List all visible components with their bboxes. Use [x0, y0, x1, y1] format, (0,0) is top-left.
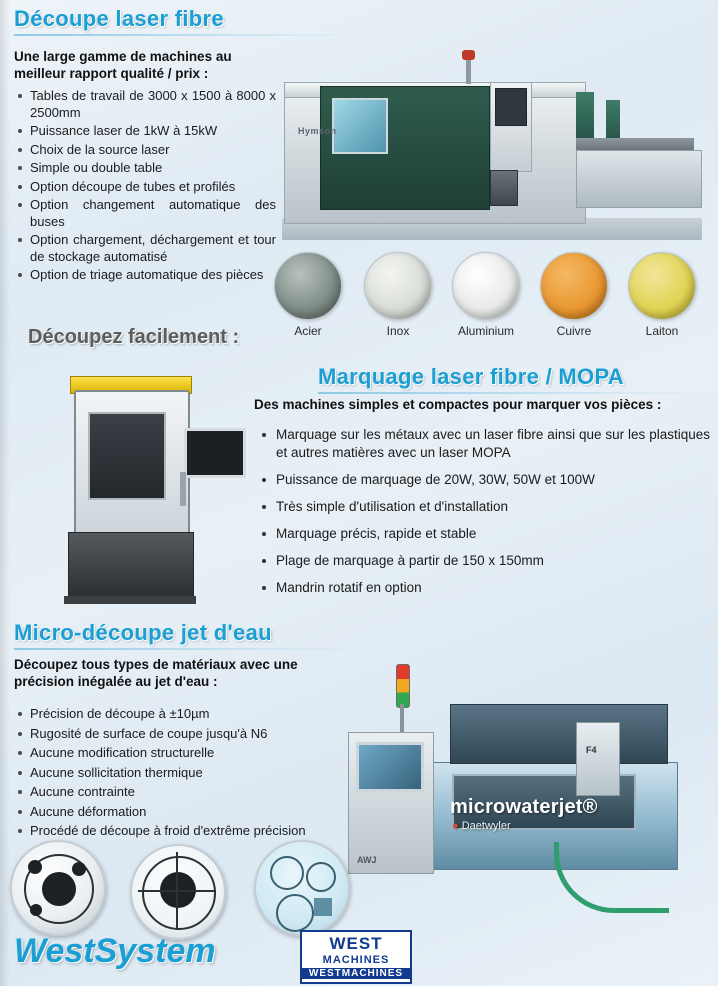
section-marquage-title: Marquage laser fibre / MOPA [318, 364, 624, 389]
section-laser-rule [14, 34, 364, 36]
machine-window [332, 98, 388, 154]
list-item: Tables de travail de 3000 x 1500 à 8000 x 2500mm [14, 88, 276, 121]
section-jet-header [14, 620, 374, 650]
machine-side-label: AWJ [357, 855, 377, 865]
list-item: Option de triage automatique des pièces [14, 267, 276, 284]
material-inox [362, 252, 434, 338]
logo-line-1: WEST [329, 934, 383, 953]
marquage-bullet-list [254, 426, 710, 606]
list-item: Option découpe de tubes et profilés [14, 179, 276, 196]
marking-machine-photo [34, 368, 254, 608]
machine-brand-label: Hymson [298, 126, 337, 136]
material-label: Cuivre [556, 324, 592, 338]
list-item: Puissance laser de 1kW à 15kW [14, 123, 276, 140]
list-item: Option chargement, déchargement et tour de stockage automatisé [14, 232, 276, 265]
machine-brand-sub [452, 820, 511, 832]
footer-brand [14, 932, 216, 971]
machine-screen [495, 88, 527, 126]
footer-brand-word: System [94, 932, 216, 970]
section-laser-header [14, 6, 364, 36]
sample-shape [270, 856, 304, 890]
brand-dot-icon: ● [452, 820, 459, 832]
sample-shape [306, 862, 336, 892]
sample-shape [30, 904, 42, 916]
sample-parts-row [8, 838, 360, 938]
machine-green-panel-left [576, 92, 594, 144]
list-item: Aucune déformation [14, 804, 362, 821]
machine-plinth [64, 596, 196, 604]
machine-brand-part2: water [505, 796, 559, 818]
list-item: Aucune modification structurelle [14, 745, 362, 762]
material-swatch-icon [540, 252, 608, 320]
section-jet-rule [14, 648, 374, 650]
sample-part-photo [10, 840, 106, 936]
machine-cutting-head [576, 722, 620, 796]
section-laser-title: Découpe laser fibre [14, 6, 224, 31]
machine-head-label: F4 [586, 745, 597, 755]
marquage-lead: Des machines simples et compactes pour marquer vos pièces : [254, 397, 662, 412]
material-laiton [626, 252, 698, 338]
material-swatch-icon [364, 252, 432, 320]
machine-lamp-mast [466, 56, 471, 84]
material-label: Acier [294, 324, 322, 338]
material-aluminium [450, 252, 522, 338]
machine-monitor-arm [180, 472, 186, 506]
sample-shape [72, 862, 86, 876]
machine-signal-tower-icon [396, 664, 410, 708]
list-item: Marquage précis, rapide et stable [254, 525, 710, 543]
machine-hmi-pendant [490, 170, 518, 206]
section-marquage-rule [318, 392, 710, 394]
section-laser-text [14, 48, 276, 286]
list-item: Marquage sur les métaux avec un laser fibre ainsi que sur les plastiques et autres matières avec un laser MOPA [254, 426, 710, 462]
machine-green-hose [554, 842, 669, 913]
list-item: Option changement automatique des buses [14, 197, 276, 230]
machine-brand-registered: ® [582, 796, 598, 818]
list-item: Choix de la source laser [14, 142, 276, 159]
west-machines-logo [300, 930, 412, 984]
sample-shape [28, 860, 42, 874]
machine-table-rail [576, 138, 694, 150]
machine-shuttle-table [576, 150, 702, 208]
machine-brand-name [450, 796, 598, 819]
waterjet-machine-photo [340, 646, 712, 918]
list-item: Mandrin rotatif en option [254, 579, 710, 597]
material-swatch-icon [274, 252, 342, 320]
machine-brand-manufacturer: Daetwyler [461, 820, 511, 832]
list-item: Précision de découpe à ±10µm [14, 706, 362, 723]
sample-shape [176, 852, 178, 930]
list-item: Puissance de marquage de 20W, 30W, 50W et 100W [254, 471, 710, 489]
material-label: Inox [386, 324, 410, 338]
materials-swatch-row [272, 252, 708, 352]
material-acier [272, 252, 344, 338]
machine-brand-part1: micro [450, 796, 506, 818]
sample-shape [276, 894, 314, 932]
logo-line-3: WESTMACHINES [302, 968, 410, 979]
footer-brand-prefix: West [14, 932, 95, 970]
material-cuivre [538, 252, 610, 338]
list-item: Aucune contrainte [14, 784, 362, 801]
machine-brand-part3: jet [558, 796, 583, 818]
sample-part-photo [130, 844, 226, 940]
machine-signal-lamp [462, 50, 475, 60]
cut-easily-title: Découpez facilement : [28, 326, 240, 348]
machine-window-door [88, 412, 166, 500]
list-item: Plage de marquage à partir de 150 x 150mm [254, 552, 710, 570]
machine-touchscreen [356, 742, 424, 792]
sample-shape [142, 856, 216, 930]
laser-bullet-list [14, 88, 276, 284]
laser-cutting-machine-photo [276, 42, 708, 264]
list-item: Simple ou double table [14, 160, 276, 177]
material-label: Aluminium [457, 324, 514, 338]
jet-bullet-list [14, 706, 362, 843]
machine-gantry [450, 704, 668, 764]
list-item: Rugosité de surface de coupe jusqu'à N6 [14, 726, 362, 743]
material-swatch-icon [452, 252, 520, 320]
jet-lead: Découpez tous types de matériaux avec une précision inégalée au jet d'eau : [14, 657, 298, 689]
machine-monitor [184, 428, 246, 478]
section-jet-title: Micro-découpe jet d'eau [14, 620, 272, 645]
sample-shape [314, 898, 332, 916]
section-marquage-header [318, 364, 710, 394]
machine-base-cabinet [68, 532, 194, 598]
list-item: Procédé de découpe à froid d'extrême précision [14, 823, 362, 840]
laser-lead: Une large gamme de machines au meilleur rapport qualité / prix : [14, 49, 232, 81]
material-label: Laiton [645, 324, 679, 338]
sample-part-photo [254, 840, 350, 936]
logo-line-2: MACHINES [322, 954, 390, 966]
machine-signal-mast [400, 704, 404, 734]
list-item: Aucune sollicitation thermique [14, 765, 362, 782]
material-swatch-icon [628, 252, 696, 320]
list-item: Très simple d'utilisation et d'installation [254, 498, 710, 516]
